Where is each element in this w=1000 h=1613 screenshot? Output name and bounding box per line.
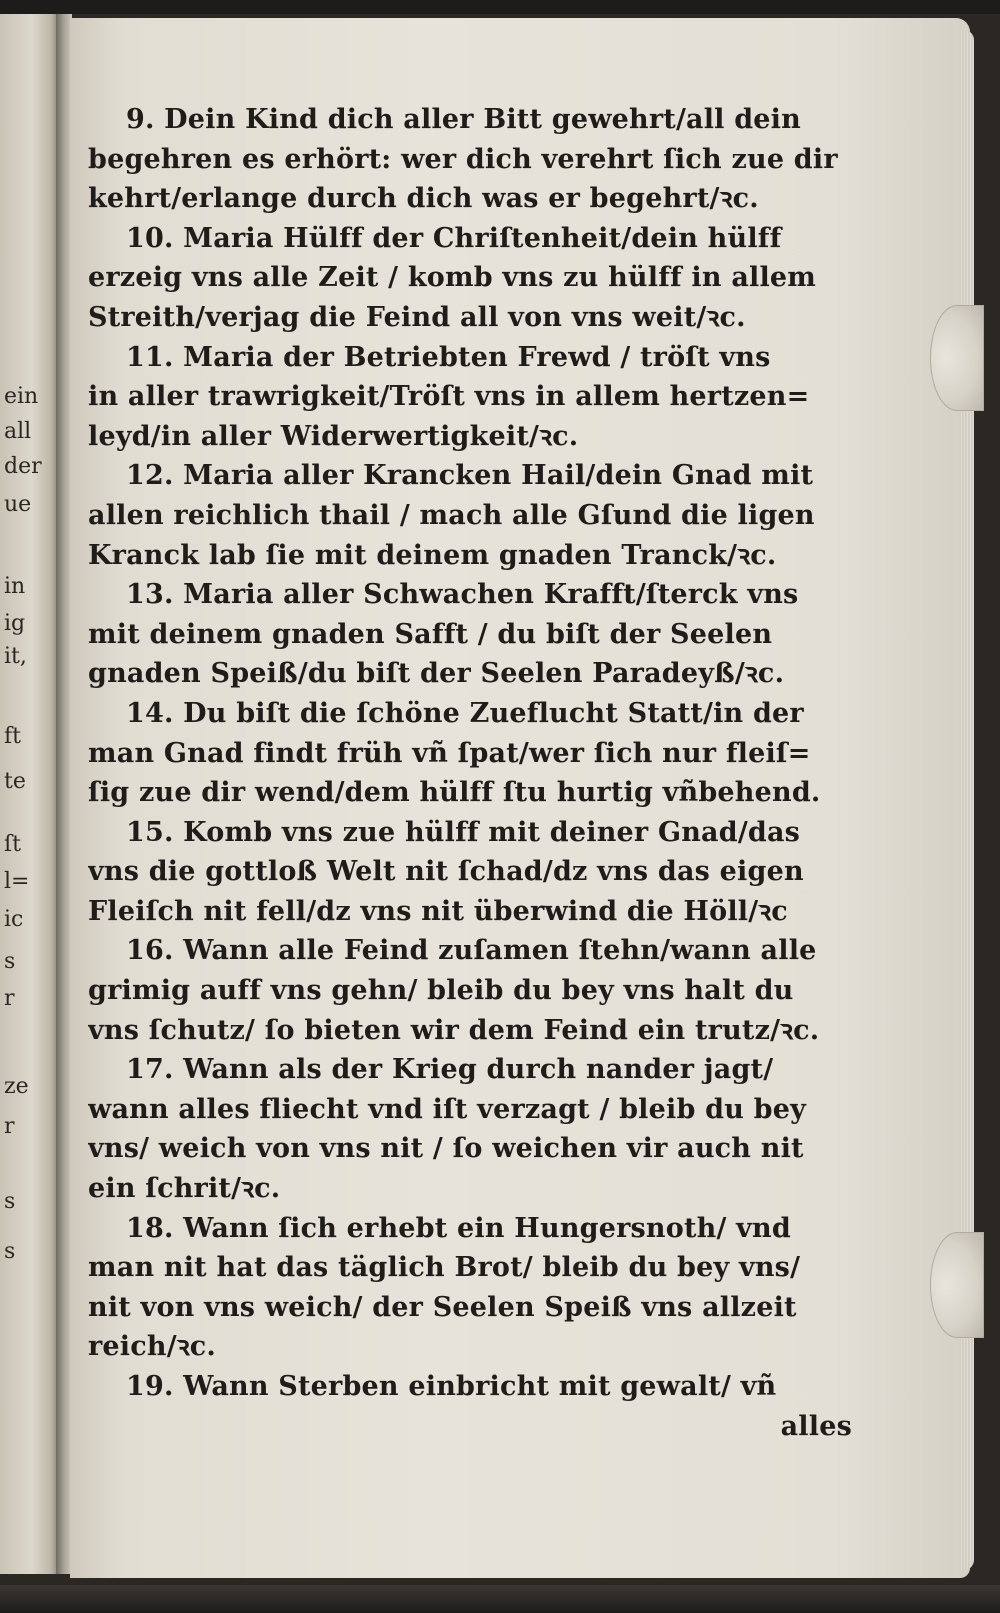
page-edge-stack [960,30,974,1570]
text-line: nit von vns weich/ der Seelen Speiß vns allzeit [88,1291,797,1323]
text-line: 14. Du biſt die ſchöne Zueflucht Statt/in der [126,697,804,729]
text-line: leyd/in aller Widerwertigkeit/ꝛc. [88,420,579,452]
text-line: Streith/verjag die Feind all von vns weit/ꝛc. [88,301,746,333]
text-line: ein ſchrit/ꝛc. [88,1173,281,1205]
left-page-text-fragment: der [4,454,42,479]
text-line: wann alles fliecht vnd iſt verzagt / bleib du bey [88,1093,807,1125]
left-page-text-fragment: l= [4,869,30,894]
left-page-text-fragment: it, [4,644,27,669]
text-line: vns/ weich von vns nit / ſo weichen vir auch nit [88,1133,804,1165]
text-line: man nit hat das täglich Brot/ bleib du bey vns/ [88,1252,801,1284]
text-line: 18. Wann ſich erhebt ein Hungersnoth/ vnd [126,1212,791,1244]
text-line: allen reichlich thail / mach alle Gſund die ligen [88,499,815,531]
text-line: Kranck lab ſie mit deinem gnaden Tranck/ꝛc. [88,539,777,571]
left-page-text-fragment: in [4,574,26,599]
text-line: in aller trawrigkeit/Tröſt vns in allem hertzen= [88,381,810,413]
text-line: 19. Wann Sterben einbricht mit gewalt/ vñ [126,1371,777,1402]
text-line: 17. Wann als der Krieg durch nander jagt/ [126,1054,774,1086]
text-line: 12. Maria aller Krancken Hail/dein Gnad mit [126,460,814,492]
left-page-text-fragment: r [4,986,15,1011]
text-line: vns ſchutz/ ſo bieten wir dem Feind ein trutz/ꝛc. [88,1014,820,1046]
bottom-background-strip [0,1585,1000,1613]
left-page-text-fragment: all [4,419,32,444]
text-line: 15. Komb vns zue hülff mit deiner Gnad/das [126,816,801,848]
text-line: man Gnad findt früh vñ ſpat/wer ſich nur fleiſ= [88,737,811,769]
text-line: 10. Maria Hülff der Chriſtenheit/dein hülff [126,222,782,254]
top-background-strip [0,0,1000,14]
left-page-text-fragment: ein [4,384,39,409]
text-line: 9. Dein Kind dich aller Bitt gewehrt/all dein [126,104,801,135]
text-line: alles [780,1410,852,1442]
page-tab-lower [930,1232,984,1338]
left-page-text-fragment: ft [4,724,21,749]
text-line: 11. Maria der Betriebten Frewd / tröſt vns [126,341,771,373]
text-line: 16. Wann alle Feind zuſamen ſtehn/wann alle [126,935,817,967]
left-page-text-fragment: ig [4,611,26,636]
text-line: erzeig vns alle Zeit / komb vns zu hülff in allem [88,262,817,294]
text-line: mit deinem gnaden Safft / du biſt der Seelen [88,618,773,650]
text-line: vns die gottloß Welt nit ſchad/dz vns das eigen [88,856,804,888]
left-page-text-fragment: s [4,949,16,974]
left-page-text-fragment: te [4,769,26,794]
left-page-text-fragment: s [4,1239,16,1264]
left-page-text-fragment: ic [4,907,24,932]
text-line: begehren es erhört: wer dich verehrt ſich zue dir [88,143,838,175]
text-line: kehrt/erlange durch dich was er begehrt/ꝛc. [88,183,759,215]
text-line: ſig zue dir wend/dem hülff ſtu hurtig vñbehend. [88,777,821,809]
left-page-text-fragment: ze [4,1074,29,1099]
left-page-text-fragment: s [4,1189,16,1214]
left-page-text-fragment: ue [4,492,32,517]
text-line: 13. Maria aller Schwachen Krafft/ſterck vns [126,579,799,611]
left-page-text-fragment: ſt [4,832,21,857]
page-tab-upper [930,305,984,411]
text-line: gnaden Speiß/du biſt der Seelen Paradeyß/ꝛc. [88,658,785,690]
text-line: Fleiſch nit fell/dz vns nit überwind die Höll/ꝛc [88,895,788,927]
text-line: reich/ꝛc. [88,1331,217,1363]
left-page-fragment [0,14,58,1574]
text-line: grimig auff vns gehn/ bleib du bey vns halt du [88,975,794,1007]
page-text-block [88,100,866,1446]
left-page-text-fragment: r [4,1114,15,1139]
